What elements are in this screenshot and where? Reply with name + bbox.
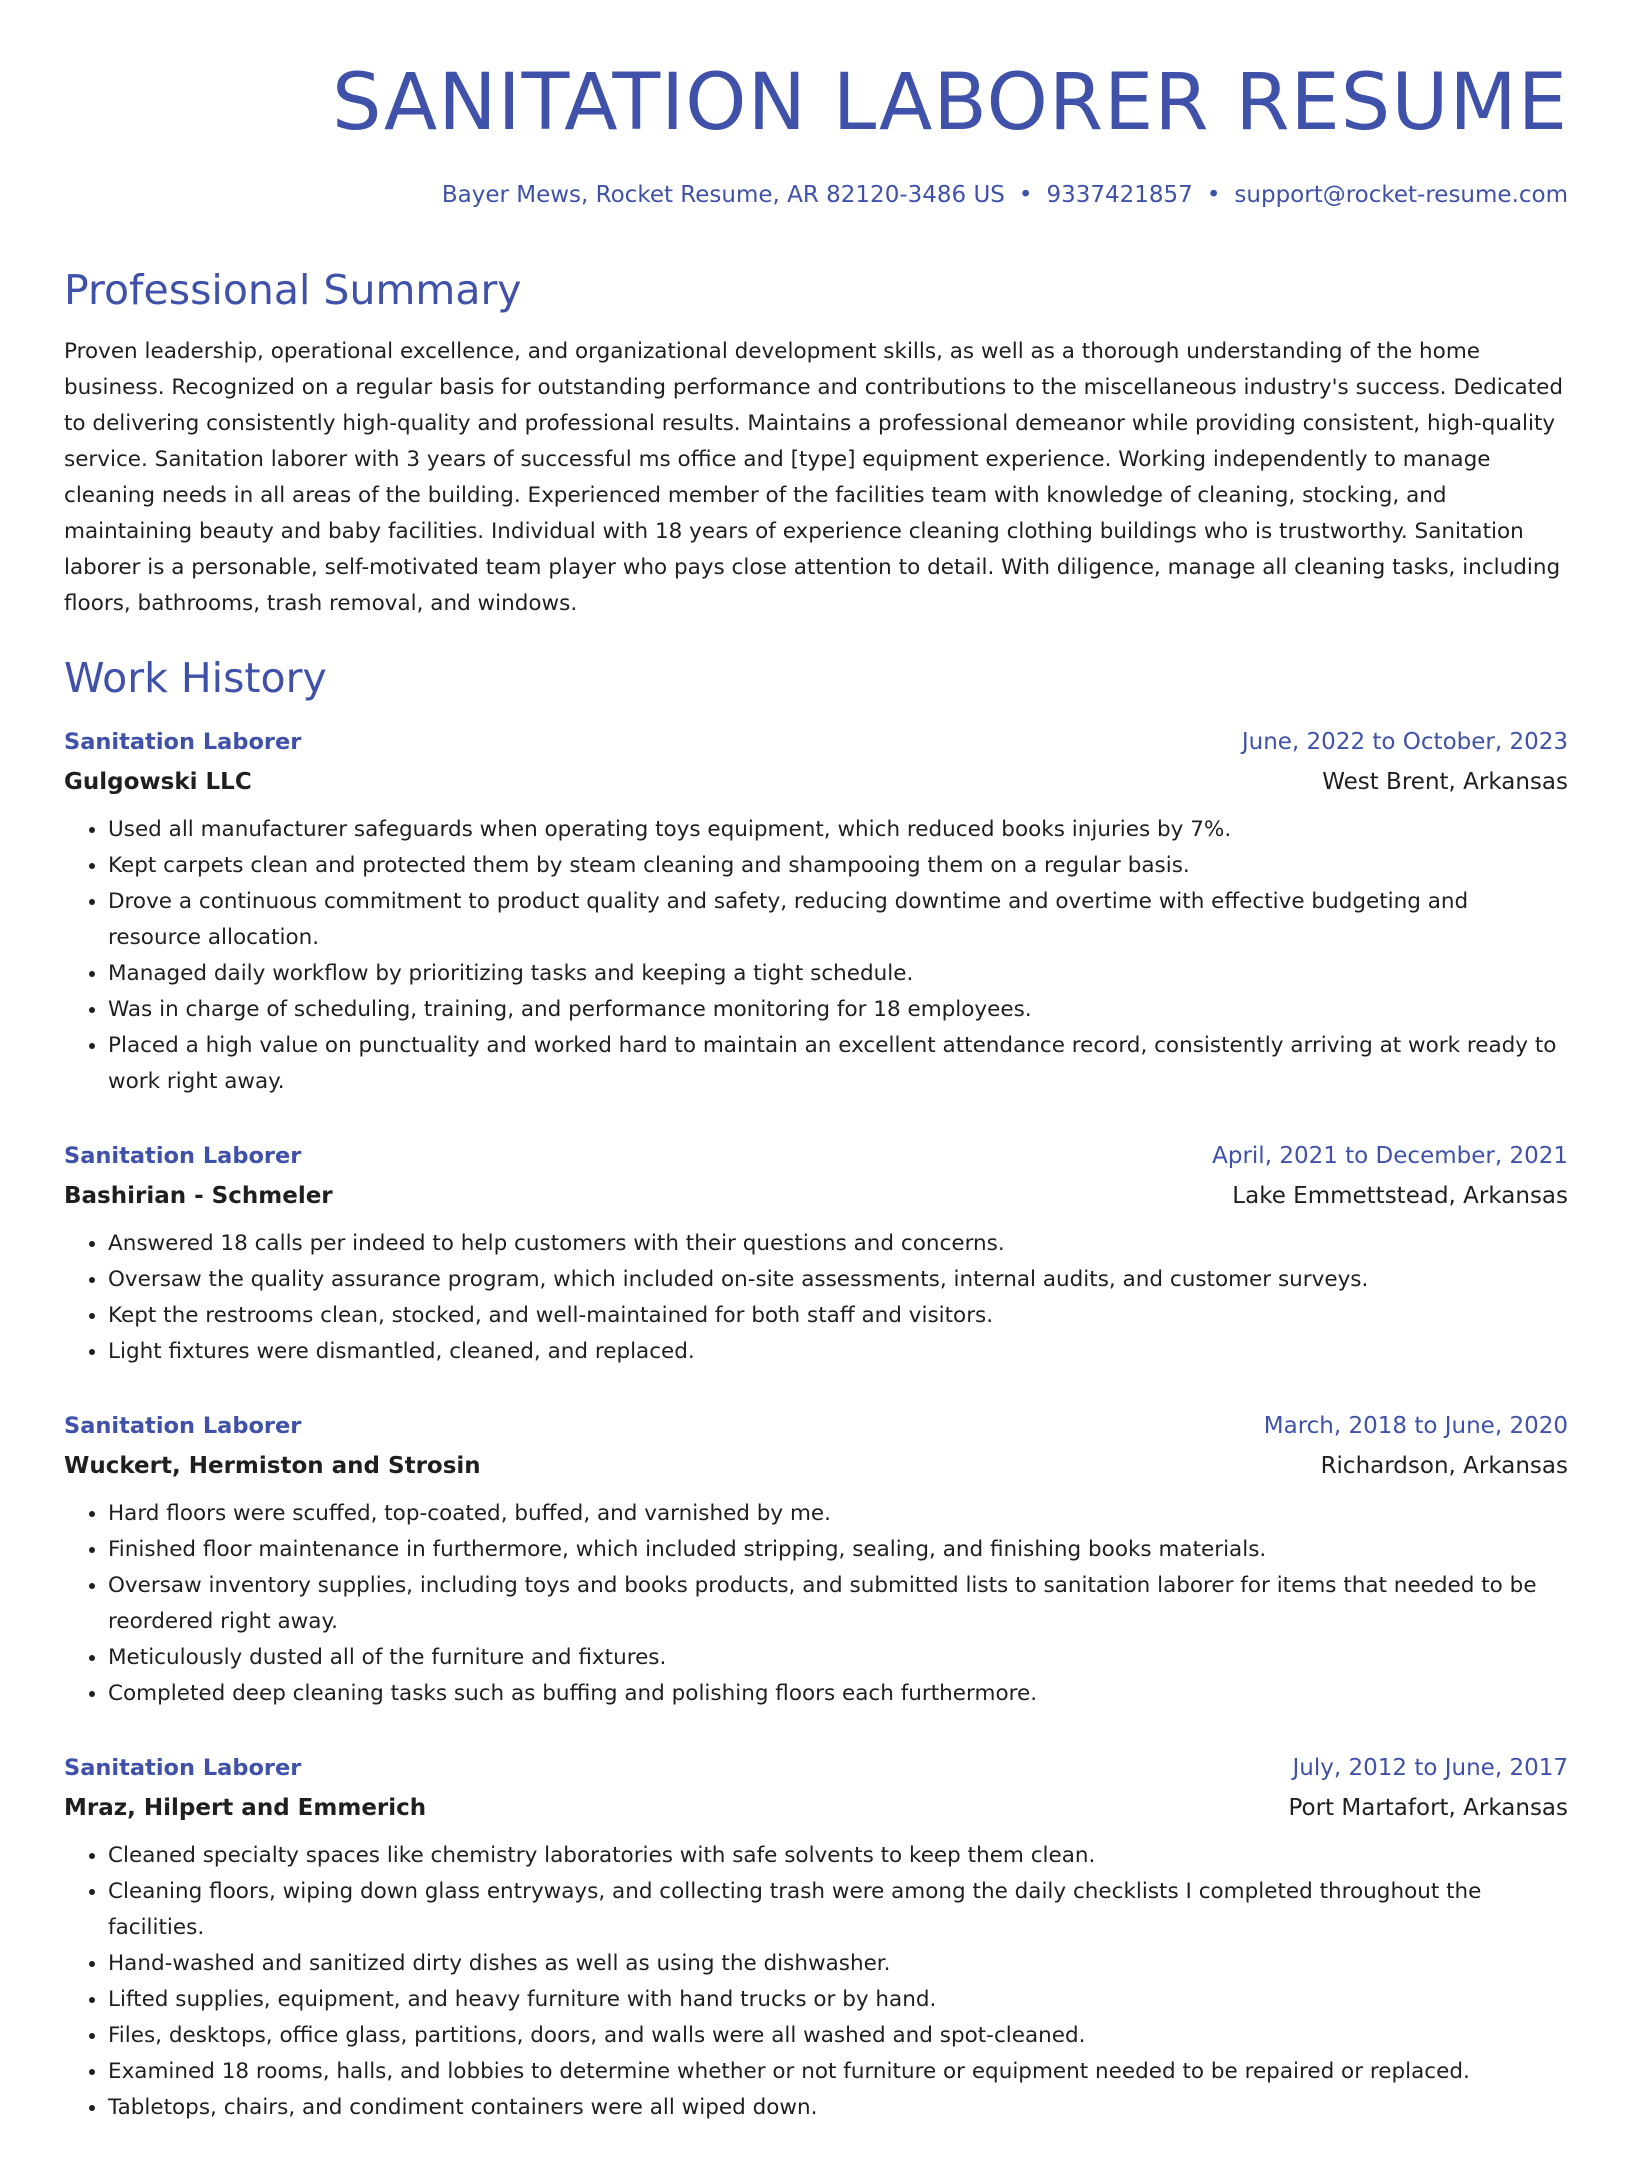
contact-separator: •: [1206, 182, 1221, 208]
contact-line: [442, 180, 1568, 210]
job-title: Sanitation Laborer: [64, 729, 302, 755]
job-bullets: [64, 1496, 1568, 1712]
job-entry: [64, 1136, 1568, 1370]
job-entry: [64, 722, 1568, 1100]
job-company-row: [64, 1176, 1568, 1216]
job-bullet: • Oversaw inventory supplies, including toys and books products, and submitted lists to sanitation laborer for items that needed to be reordered right away.: [108, 1568, 1568, 1640]
job-company-row: [64, 1788, 1568, 1828]
job-bullet: • Files, desktops, office glass, partitions, doors, and walls were all washed and spot-cleaned.: [108, 2018, 1568, 2054]
summary-heading: Professional Summary: [64, 266, 522, 314]
job-company: Bashirian - Schmeler: [64, 1183, 333, 1209]
job-title: Sanitation Laborer: [64, 1413, 302, 1439]
job-bullet: • Managed daily workflow by prioritizing tasks and keeping a tight schedule.: [108, 956, 1568, 992]
work-history-heading: Work History: [64, 654, 327, 702]
job-bullet: • Light fixtures were dismantled, cleaned, and replaced.: [108, 1334, 1568, 1370]
job-bullet: • Hard floors were scuffed, top-coated, buffed, and varnished by me.: [108, 1496, 1568, 1532]
job-header-row: [64, 1136, 1568, 1176]
job-bullet: • Hand-washed and sanitized dirty dishes as well as using the dishwasher.: [108, 1946, 1568, 1982]
job-bullets: [64, 1226, 1568, 1370]
summary-text: Proven leadership, operational excellence, and organizational development skills, as well as a thorough understanding of the home business. Recognized on a regular basis for outstanding performance and contributions to the miscellaneous industry's success. Dedicated to delivering consistently high-quality and professional results. Maintains a professional demeanor while providing consistent, high-quality service. Sanitation laborer with 3 years of successful ms office and [type] equipment experience. Working independently to manage cleaning needs in all areas of the building. Experienced member of the facilities team with knowledge of cleaning, stocking, and maintaining beauty and baby facilities. Individual with 18 years of experience cleaning clothing buildings who is trustworthy. Sanitation laborer is a personable, self-motivated team player who pays close attention to detail. With diligence, manage all cleaning tasks, including floors, bathrooms, trash removal, and windows.: [64, 339, 1564, 616]
job-title: Sanitation Laborer: [64, 1755, 302, 1781]
job-entry: [64, 1748, 1568, 2126]
job-bullet: • Cleaned specialty spaces like chemistry laboratories with safe solvents to keep them clean.: [108, 1838, 1568, 1874]
contact-separator: •: [1018, 182, 1033, 208]
job-company-row: [64, 762, 1568, 802]
job-title: Sanitation Laborer: [64, 1143, 302, 1169]
job-bullet: • Tabletops, chairs, and condiment containers were all wiped down.: [108, 2090, 1568, 2126]
job-bullets: [64, 812, 1568, 1100]
job-header-row: [64, 1748, 1568, 1788]
work-history-list: [64, 722, 1568, 2162]
resume-title: SANITATION LABORER RESUME: [331, 58, 1568, 148]
job-dates: July, 2012 to June, 2017: [1292, 1755, 1568, 1781]
job-company-row: [64, 1446, 1568, 1486]
job-company: Mraz, Hilpert and Emmerich: [64, 1795, 427, 1821]
job-bullet: • Cleaning floors, wiping down glass entryways, and collecting trash were among the daily checklists I completed throughout the facilities.: [108, 1874, 1568, 1946]
job-bullet: • Completed deep cleaning tasks such as buffing and polishing floors each furthermore.: [108, 1676, 1568, 1712]
job-bullet: • Placed a high value on punctuality and worked hard to maintain an excellent attendance record, consistently arriving at work ready to work right away.: [108, 1028, 1568, 1100]
contact-email[interactable]: support@rocket-resume.com: [1234, 182, 1568, 208]
job-bullet: • Answered 18 calls per indeed to help customers with their questions and concerns.: [108, 1226, 1568, 1262]
job-dates: March, 2018 to June, 2020: [1263, 1413, 1568, 1439]
job-location: Richardson, Arkansas: [1320, 1453, 1568, 1479]
job-location: Port Martafort, Arkansas: [1288, 1795, 1568, 1821]
job-dates: April, 2021 to December, 2021: [1212, 1143, 1568, 1169]
resume-page: [64, 0, 1568, 2120]
job-location: West Brent, Arkansas: [1322, 769, 1568, 795]
job-bullet: • Kept the restrooms clean, stocked, and well-maintained for both staff and visitors.: [108, 1298, 1568, 1334]
contact-address: Bayer Mews, Rocket Resume, AR 82120-3486 US: [441, 182, 1005, 208]
job-bullet: • Examined 18 rooms, halls, and lobbies to determine whether or not furniture or equipment needed to be repaired or replaced.: [108, 2054, 1568, 2090]
job-bullet: • Meticulously dusted all of the furniture and fixtures.: [108, 1640, 1568, 1676]
job-bullet: • Oversaw the quality assurance program, which included on-site assessments, internal audits, and customer surveys.: [108, 1262, 1568, 1298]
job-dates: June, 2022 to October, 2023: [1241, 729, 1568, 755]
job-bullets: [64, 1838, 1568, 2126]
job-bullet: • Was in charge of scheduling, training, and performance monitoring for 18 employees.: [108, 992, 1568, 1028]
job-header-row: [64, 722, 1568, 762]
job-location: Lake Emmettstead, Arkansas: [1232, 1183, 1568, 1209]
contact-phone: 9337421857: [1046, 182, 1193, 208]
job-bullet: • Finished floor maintenance in furthermore, which included stripping, sealing, and finishing books materials.: [108, 1532, 1568, 1568]
job-bullet: • Used all manufacturer safeguards when operating toys equipment, which reduced books injuries by 7%.: [108, 812, 1568, 848]
job-company: Wuckert, Hermiston and Strosin: [64, 1453, 481, 1479]
job-bullet: • Kept carpets clean and protected them by steam cleaning and shampooing them on a regular basis.: [108, 848, 1568, 884]
job-bullet: • Drove a continuous commitment to product quality and safety, reducing downtime and overtime with effective budgeting and resource allocation.: [108, 884, 1568, 956]
job-bullet: • Lifted supplies, equipment, and heavy furniture with hand trucks or by hand.: [108, 1982, 1568, 2018]
job-header-row: [64, 1406, 1568, 1446]
job-entry: [64, 1406, 1568, 1712]
job-company: Gulgowski LLC: [64, 769, 252, 795]
